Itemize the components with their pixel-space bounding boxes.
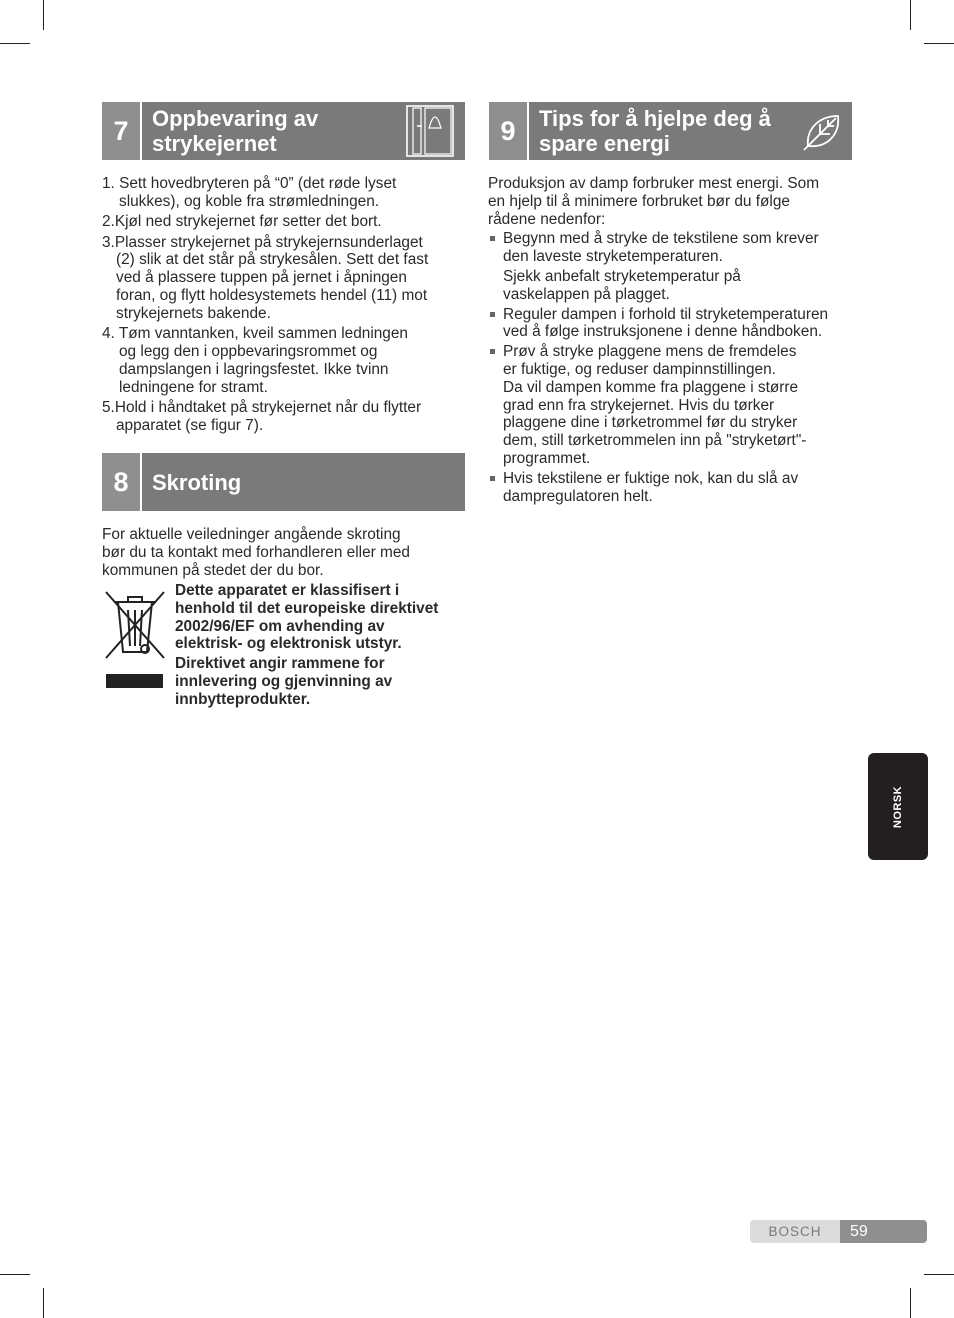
step-item: 5.Hold i håndtaket på strykejernet når du flytter apparatet (se figur 7).: [102, 398, 422, 434]
section-9-body: Produksjon av damp forbruker mest energi. Som en hjelp til å minimere forbruket bør du følge rådene nedenfor: Begynn med å stryke de tekstilene som krever den laveste stryketemperaturen. Sjekk anbefalt stryketemperatur på vaskelappen på plagget. Reguler dampen i forhold til stryketemperaturen ved å følge instruksjonene i denne håndboken. Prøv å stryke plaggene mens de fremdeles er fuktige, og reduser dampinnstillingen. Da vil dampen komme fra plaggene i større grad enn fra strykejernet. Hvis du tørker plaggene dine i tørketrommel før du stryker dem, still tørketrommelen inn på "stryketørt"- programmet. Hvis tekstilene er fuktige nok, kan du slå av dampregulatoren helt.: [488, 175, 854, 507]
section-7-steps: [102, 175, 467, 437]
brand-label: BOSCH: [750, 1220, 840, 1243]
language-tab: NORSK: [868, 753, 928, 860]
crop-mark: [0, 43, 30, 44]
section-number: 8: [102, 453, 140, 511]
page-footer: [750, 1220, 927, 1243]
section-title: Oppbevaring av strykejernet: [142, 102, 465, 160]
bullet-item: Begynn med å stryke de tekstilene som krever den laveste stryketemperaturen. Sjekk anbefalt stryketemperatur på vaskelappen på plagget.: [488, 230, 854, 303]
step-item: 1. Sett hovedbryteren på “0” (det røde lyset slukkes), og koble fra strømledningen.: [102, 175, 397, 210]
leaf-icon: [802, 110, 844, 152]
weee-bin-icon: [102, 586, 168, 690]
section-title: Tips for å hjelpe deg å spare energi: [529, 102, 852, 160]
step-item: 4. Tøm vanntanken, kveil sammen ledningen og legg den i oppbevaringsrommet og dampslangen i lagringsfestet. Ikke tvinn ledningene for stramt.: [102, 325, 408, 396]
crop-mark: [910, 0, 911, 30]
step-item: 2.Kjøl ned strykejernet før setter det bort.: [102, 213, 382, 231]
section-title: Skroting: [142, 453, 465, 511]
bullet-item: Hvis tekstilene er fuktige nok, kan du slå av dampregulatoren helt.: [488, 470, 854, 506]
crop-mark: [924, 1274, 954, 1275]
section-8-intro: For aktuelle veiledninger angående skroting bør du ta kontakt med forhandleren eller med kommunen på stedet der du bor.: [102, 526, 410, 579]
crop-mark: [43, 1288, 44, 1318]
crop-mark: [0, 1274, 30, 1275]
crop-mark: [910, 1288, 911, 1318]
section-8-header: [102, 453, 465, 511]
step-item: 3.Plasser strykejernet på strykejernsunderlaget (2) slik at det står på strykesålen. Sett det fast ved å plassere tuppen på jernet i åpningen foran, og flytt holdesystemets hendel (11) mot strykejernets bakende.: [102, 233, 429, 322]
storage-cabinet-icon: [405, 104, 457, 158]
crop-mark: [924, 43, 954, 44]
section-7-header: [102, 102, 465, 160]
bullet-item: Reguler dampen i forhold til stryketemperaturen ved å følge instruksjonene i denne håndboken.: [488, 306, 854, 342]
bullet-item: Prøv å stryke plaggene mens de fremdeles er fuktige, og reduser dampinnstillingen. Da vil dampen komme fra plaggene i større grad enn fra strykejernet. Hvis du tørker plaggene dine i tørketrommel før du stryker dem, still tørketrommelen inn på "stryketørt"- programmet.: [488, 343, 854, 468]
crop-mark: [43, 0, 44, 30]
section-number: 9: [489, 102, 527, 160]
section-9-header: [489, 102, 852, 160]
page-number: 59: [840, 1220, 927, 1243]
section-number: 7: [102, 102, 140, 160]
weee-notice: Dette apparatet er klassifisert i henhold til det europeiske direktivet 2002/96/EF om avhending av elektrisk- og elektronisk utstyr. Direktivet angir rammene for innlevering og gjenvinning av innbytteprodukter.: [175, 582, 439, 708]
